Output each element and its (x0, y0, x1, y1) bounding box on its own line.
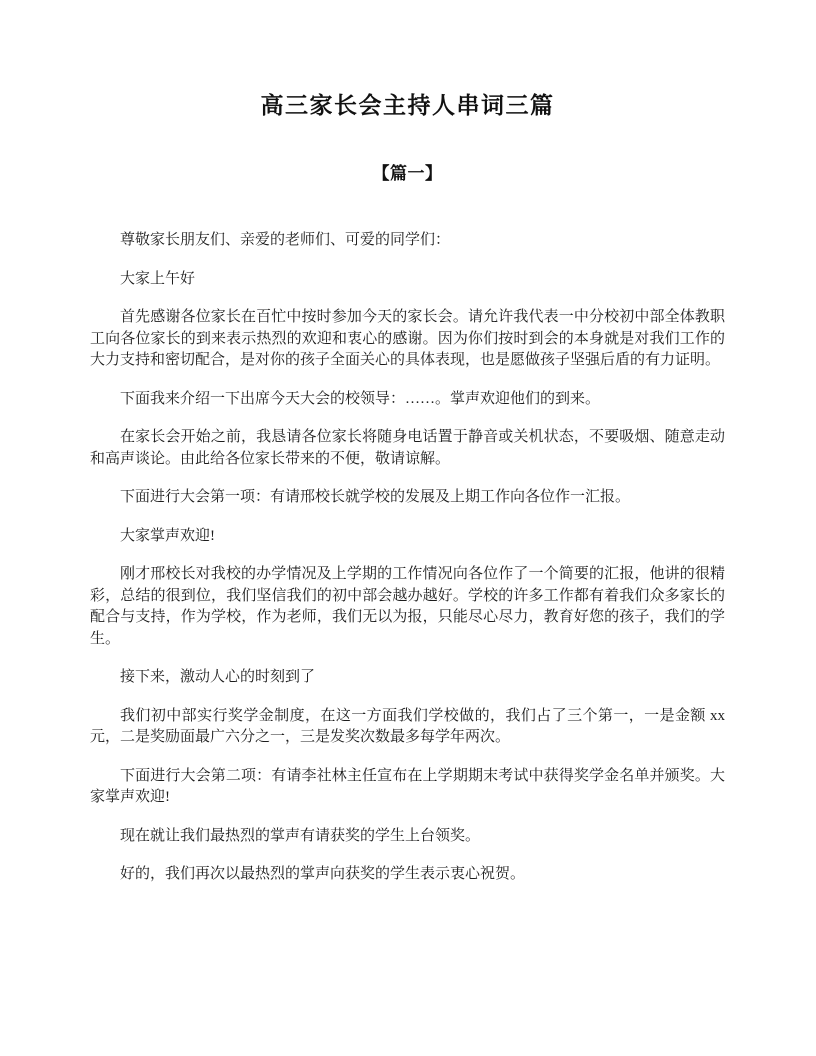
paragraph: 现在就让我们最热烈的掌声有请获奖的学生上台领奖。 (120, 827, 481, 844)
paragraph: 尊敬家长朋友们、亲爱的老师们、可爱的同学们： (120, 232, 451, 248)
paragraph: 刚才邢校长对我校的办学情况及上学期的工作情况向各位作了一个简要的汇报，他讲的很精彩，总结的很到位，我们坚信我们的初中部会越办越好。学校的许多工作都有着我们众多家长的配合与支持，作为学校，作为老师，我们无以为报，只能尽心尽力，教育好您的孩子，我们的学生。 (90, 566, 725, 647)
paragraph: 大家上午好 (120, 270, 196, 287)
paragraph: 首先感谢各位家长在百忙中按时参加今天的家长会。请允许我代表一中分校初中部全体教职工向各位家长的到来表示热烈的欢迎和衷心的感谢。因为你们按时到会的本身就是对我们工作的大力支持和密切配合，是对你的孩子全面关心的具体表现，也是愿做孩子坚强后盾的有力证明。 (90, 309, 725, 368)
paragraph: 接下来，激动人心的时刻到了 (120, 669, 316, 685)
paragraph: 下面进行大会第二项：有请李社林主任宣布在上学期期末考试中获得奖学金名单并颁奖。大家掌声欢迎! (90, 767, 725, 805)
paragraph: 下面我来介绍一下出席今天大会的校领导：……。掌声欢迎他们的到来。 (120, 390, 601, 407)
document-body (90, 230, 725, 886)
paragraph: 我们初中部实行奖学金制度，在这一方面我们学校做的，我们占了三个第一，一是金额 xx 元，二是奖励面最广六分之一，三是发奖次数最多每学年两次。 (90, 707, 725, 745)
paragraph: 大家掌声欢迎! (120, 527, 215, 544)
paragraph: 下面进行大会第一项：有请邢校长就学校的发展及上期工作向各位作一汇报。 (120, 489, 631, 505)
document-title: 高三家长会主持人串词三篇 (260, 93, 555, 118)
paragraph: 好的，我们再次以最热烈的掌声向获奖的学生表示衷心祝贺。 (120, 866, 526, 882)
section-label: 【篇一】 (372, 164, 443, 183)
paragraph: 在家长会开始之前，我恳请各位家长将随身电话置于静音或关机状态，不要吸烟、随意走动和高声谈论。由此给各位家长带来的不便，敬请谅解。 (90, 429, 725, 467)
